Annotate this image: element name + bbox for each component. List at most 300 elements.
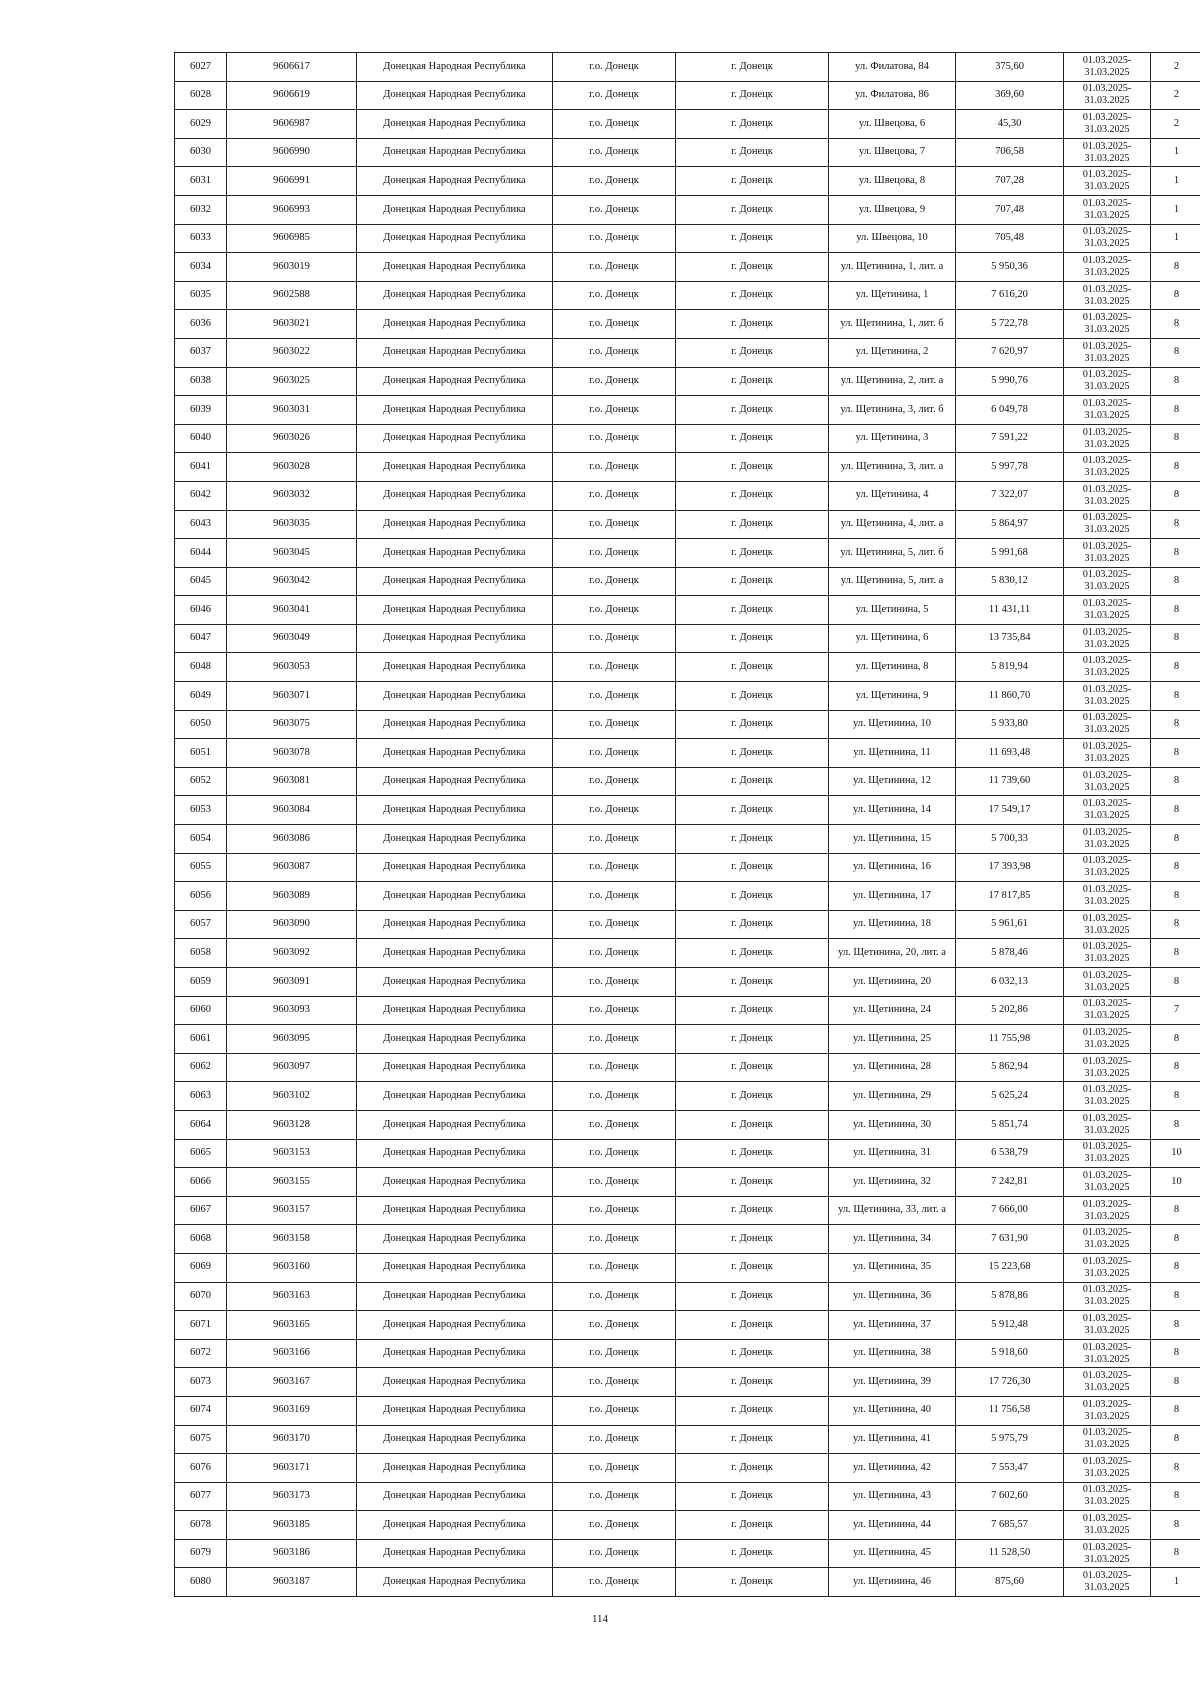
count-cell: 8: [1151, 1454, 1200, 1483]
period-start: 01.03.2025-: [1082, 140, 1132, 152]
city-cell: г. Донецк: [676, 1025, 829, 1054]
area-cell: 5 975,79: [956, 1425, 1064, 1454]
table-row: [175, 1110, 1200, 1139]
area-cell: 45,30: [956, 110, 1064, 139]
count-cell: 2: [1151, 53, 1200, 82]
region-cell: Донецкая Народная Республика: [357, 996, 553, 1025]
table-row: [175, 1539, 1200, 1568]
count-cell: 8: [1151, 1282, 1200, 1311]
region-cell: Донецкая Народная Республика: [357, 81, 553, 110]
region-cell: Донецкая Народная Республика: [357, 53, 553, 82]
region-cell: Донецкая Народная Республика: [357, 167, 553, 196]
period-end: 31.03.2025: [1084, 467, 1130, 479]
table-row: [175, 510, 1200, 539]
object-id-cell: 9606987: [227, 110, 357, 139]
period-end: 31.03.2025: [1084, 1067, 1130, 1079]
table-row: [175, 338, 1200, 367]
table-row: [175, 1511, 1200, 1540]
district-cell: г.о. Донецк: [553, 968, 676, 997]
district-cell: г.о. Донецк: [553, 682, 676, 711]
area-cell: 5 830,12: [956, 567, 1064, 596]
period-end: 31.03.2025: [1084, 1467, 1130, 1479]
area-cell: 5 878,46: [956, 939, 1064, 968]
period-cell: [1064, 1196, 1151, 1225]
area-cell: 5 991,68: [956, 539, 1064, 568]
row-number-cell: 6050: [175, 710, 227, 739]
table-row: [175, 367, 1200, 396]
address-cell: ул. Швецова, 9: [829, 195, 956, 224]
area-cell: 11 431,11: [956, 596, 1064, 625]
period-start: 01.03.2025-: [1082, 798, 1132, 810]
region-cell: Донецкая Народная Республика: [357, 1368, 553, 1397]
region-cell: Донецкая Народная Республика: [357, 596, 553, 625]
period-end: 31.03.2025: [1084, 1153, 1130, 1165]
address-cell: ул. Щетинина, 39: [829, 1368, 956, 1397]
object-id-cell: 9603102: [227, 1082, 357, 1111]
object-id-cell: 9603084: [227, 796, 357, 825]
table-row: [175, 1025, 1200, 1054]
count-cell: 8: [1151, 1482, 1200, 1511]
object-id-cell: 9606993: [227, 195, 357, 224]
object-id-cell: 9603089: [227, 882, 357, 911]
period-cell: [1064, 539, 1151, 568]
period-cell: [1064, 624, 1151, 653]
district-cell: г.о. Донецк: [553, 1253, 676, 1282]
period-start: 01.03.2025-: [1082, 283, 1132, 295]
period-end: 31.03.2025: [1084, 95, 1130, 107]
period-cell: [1064, 1168, 1151, 1197]
object-id-cell: 9603091: [227, 968, 357, 997]
area-cell: 5 819,94: [956, 653, 1064, 682]
address-cell: ул. Щетинина, 3, лит. а: [829, 453, 956, 482]
district-cell: г.о. Донецк: [553, 1539, 676, 1568]
table-row: [175, 1196, 1200, 1225]
period-start: 01.03.2025-: [1082, 769, 1132, 781]
city-cell: г. Донецк: [676, 253, 829, 282]
period-end: 31.03.2025: [1084, 896, 1130, 908]
row-number-cell: 6080: [175, 1568, 227, 1597]
period-cell: [1064, 710, 1151, 739]
period-cell: [1064, 1082, 1151, 1111]
period-cell: [1064, 939, 1151, 968]
object-id-cell: 9606985: [227, 224, 357, 253]
region-cell: Донецкая Народная Республика: [357, 1425, 553, 1454]
region-cell: Донецкая Народная Республика: [357, 1168, 553, 1197]
table-row: [175, 539, 1200, 568]
area-cell: 5 912,48: [956, 1311, 1064, 1340]
region-cell: Донецкая Народная Республика: [357, 110, 553, 139]
object-id-cell: 9603045: [227, 539, 357, 568]
object-id-cell: 9603092: [227, 939, 357, 968]
table-row: [175, 138, 1200, 167]
period-end: 31.03.2025: [1084, 867, 1130, 879]
address-cell: ул. Щетинина, 35: [829, 1253, 956, 1282]
area-cell: 11 528,50: [956, 1539, 1064, 1568]
count-cell: 8: [1151, 367, 1200, 396]
row-number-cell: 6035: [175, 281, 227, 310]
period-start: 01.03.2025-: [1082, 998, 1132, 1010]
table-row: [175, 396, 1200, 425]
period-end: 31.03.2025: [1084, 838, 1130, 850]
address-cell: ул. Щетинина, 5, лит. а: [829, 567, 956, 596]
period-end: 31.03.2025: [1084, 953, 1130, 965]
row-number-cell: 6037: [175, 338, 227, 367]
period-cell: [1064, 1339, 1151, 1368]
row-number-cell: 6039: [175, 396, 227, 425]
row-number-cell: 6051: [175, 739, 227, 768]
region-cell: Донецкая Народная Республика: [357, 1568, 553, 1597]
period-end: 31.03.2025: [1084, 1038, 1130, 1050]
area-cell: 5 918,60: [956, 1339, 1064, 1368]
period-start: 01.03.2025-: [1082, 855, 1132, 867]
address-cell: ул. Щетинина, 5, лит. б: [829, 539, 956, 568]
area-cell: 11 860,70: [956, 682, 1064, 711]
period-start: 01.03.2025-: [1082, 712, 1132, 724]
region-cell: Донецкая Народная Республика: [357, 767, 553, 796]
count-cell: 8: [1151, 968, 1200, 997]
area-cell: 5 625,24: [956, 1082, 1064, 1111]
table-row: [175, 453, 1200, 482]
period-start: 01.03.2025-: [1082, 1055, 1132, 1067]
period-end: 31.03.2025: [1084, 1496, 1130, 1508]
period-cell: [1064, 1311, 1151, 1340]
region-cell: Донецкая Народная Республика: [357, 138, 553, 167]
address-cell: ул. Щетинина, 2, лит. а: [829, 367, 956, 396]
period-end: 31.03.2025: [1084, 324, 1130, 336]
row-number-cell: 6029: [175, 110, 227, 139]
count-cell: 1: [1151, 195, 1200, 224]
period-cell: [1064, 338, 1151, 367]
city-cell: г. Донецк: [676, 682, 829, 711]
period-end: 31.03.2025: [1084, 209, 1130, 221]
table-row: [175, 1368, 1200, 1397]
area-cell: 7 666,00: [956, 1196, 1064, 1225]
period-end: 31.03.2025: [1084, 1296, 1130, 1308]
district-cell: г.о. Донецк: [553, 1110, 676, 1139]
period-end: 31.03.2025: [1084, 1582, 1130, 1594]
row-number-cell: 6075: [175, 1425, 227, 1454]
address-cell: ул. Щетинина, 12: [829, 767, 956, 796]
address-cell: ул. Щетинина, 1, лит. б: [829, 310, 956, 339]
period-cell: [1064, 853, 1151, 882]
period-end: 31.03.2025: [1084, 924, 1130, 936]
count-cell: 8: [1151, 1368, 1200, 1397]
city-cell: г. Донецк: [676, 1225, 829, 1254]
object-id-cell: 9603170: [227, 1425, 357, 1454]
address-cell: ул. Щетинина, 6: [829, 624, 956, 653]
row-number-cell: 6032: [175, 195, 227, 224]
district-cell: г.о. Донецк: [553, 1082, 676, 1111]
period-start: 01.03.2025-: [1082, 941, 1132, 953]
area-cell: 5 961,61: [956, 910, 1064, 939]
period-cell: [1064, 510, 1151, 539]
period-start: 01.03.2025-: [1082, 54, 1132, 66]
period-start: 01.03.2025-: [1082, 426, 1132, 438]
count-cell: 1: [1151, 224, 1200, 253]
period-cell: [1064, 1282, 1151, 1311]
object-id-cell: 9603090: [227, 910, 357, 939]
count-cell: 8: [1151, 1539, 1200, 1568]
address-cell: ул. Щетинина, 42: [829, 1454, 956, 1483]
table-row: [175, 796, 1200, 825]
count-cell: 8: [1151, 1025, 1200, 1054]
period-cell: [1064, 310, 1151, 339]
period-start: 01.03.2025-: [1082, 540, 1132, 552]
region-cell: Донецкая Народная Республика: [357, 253, 553, 282]
table-row: [175, 1568, 1200, 1597]
period-start: 01.03.2025-: [1082, 1570, 1132, 1582]
period-start: 01.03.2025-: [1082, 340, 1132, 352]
period-start: 01.03.2025-: [1082, 512, 1132, 524]
address-cell: ул. Щетинина, 36: [829, 1282, 956, 1311]
object-id-cell: 9603157: [227, 1196, 357, 1225]
address-cell: ул. Щетинина, 38: [829, 1339, 956, 1368]
table-row: [175, 81, 1200, 110]
period-cell: [1064, 653, 1151, 682]
period-end: 31.03.2025: [1084, 181, 1130, 193]
district-cell: г.о. Донецк: [553, 1339, 676, 1368]
count-cell: 8: [1151, 939, 1200, 968]
period-start: 01.03.2025-: [1082, 226, 1132, 238]
address-cell: ул. Щетинина, 11: [829, 739, 956, 768]
count-cell: 8: [1151, 539, 1200, 568]
area-cell: 13 735,84: [956, 624, 1064, 653]
area-cell: 11 755,98: [956, 1025, 1064, 1054]
area-cell: 6 049,78: [956, 396, 1064, 425]
table-row: [175, 968, 1200, 997]
period-end: 31.03.2025: [1084, 667, 1130, 679]
period-cell: [1064, 739, 1151, 768]
area-cell: 6 032,13: [956, 968, 1064, 997]
district-cell: г.о. Донецк: [553, 939, 676, 968]
region-cell: Донецкая Народная Республика: [357, 481, 553, 510]
district-cell: г.о. Донецк: [553, 110, 676, 139]
table-row: [175, 1311, 1200, 1340]
district-cell: г.о. Донецк: [553, 710, 676, 739]
row-number-cell: 6046: [175, 596, 227, 625]
period-end: 31.03.2025: [1084, 1124, 1130, 1136]
row-number-cell: 6061: [175, 1025, 227, 1054]
region-cell: Донецкая Народная Республика: [357, 195, 553, 224]
region-cell: Донецкая Народная Республика: [357, 367, 553, 396]
count-cell: 10: [1151, 1168, 1200, 1197]
object-id-cell: 9603128: [227, 1110, 357, 1139]
address-cell: ул. Щетинина, 43: [829, 1482, 956, 1511]
area-cell: 5 851,74: [956, 1110, 1064, 1139]
address-cell: ул. Щетинина, 18: [829, 910, 956, 939]
table-row: [175, 481, 1200, 510]
region-cell: Донецкая Народная Республика: [357, 1139, 553, 1168]
city-cell: г. Донецк: [676, 1482, 829, 1511]
count-cell: 8: [1151, 1110, 1200, 1139]
address-cell: ул. Щетинина, 32: [829, 1168, 956, 1197]
object-id-cell: 9603035: [227, 510, 357, 539]
count-cell: 8: [1151, 1253, 1200, 1282]
area-cell: 7 602,60: [956, 1482, 1064, 1511]
object-id-cell: 9603049: [227, 624, 357, 653]
period-start: 01.03.2025-: [1082, 569, 1132, 581]
table-row: [175, 195, 1200, 224]
address-cell: ул. Щетинина, 5: [829, 596, 956, 625]
district-cell: г.о. Донецк: [553, 1311, 676, 1340]
object-id-cell: 9603086: [227, 825, 357, 854]
table-row: [175, 1482, 1200, 1511]
city-cell: г. Донецк: [676, 1396, 829, 1425]
city-cell: г. Донецк: [676, 338, 829, 367]
table-row: [175, 596, 1200, 625]
period-cell: [1064, 596, 1151, 625]
row-number-cell: 6077: [175, 1482, 227, 1511]
count-cell: 8: [1151, 1053, 1200, 1082]
period-cell: [1064, 253, 1151, 282]
row-number-cell: 6038: [175, 367, 227, 396]
period-end: 31.03.2025: [1084, 1439, 1130, 1451]
area-cell: 5 950,36: [956, 253, 1064, 282]
area-cell: 707,28: [956, 167, 1064, 196]
row-number-cell: 6074: [175, 1396, 227, 1425]
page-number: 114: [591, 1613, 609, 1625]
address-cell: ул. Щетинина, 15: [829, 825, 956, 854]
area-cell: 5 202,86: [956, 996, 1064, 1025]
period-end: 31.03.2025: [1084, 1410, 1130, 1422]
region-cell: Донецкая Народная Республика: [357, 1053, 553, 1082]
table-row: [175, 1168, 1200, 1197]
row-number-cell: 6059: [175, 968, 227, 997]
table-row: [175, 310, 1200, 339]
count-cell: 8: [1151, 796, 1200, 825]
area-cell: 11 756,58: [956, 1396, 1064, 1425]
city-cell: г. Донецк: [676, 510, 829, 539]
address-cell: ул. Щетинина, 29: [829, 1082, 956, 1111]
district-cell: г.о. Донецк: [553, 882, 676, 911]
address-cell: ул. Щетинина, 4: [829, 481, 956, 510]
row-number-cell: 6071: [175, 1311, 227, 1340]
district-cell: г.о. Донецк: [553, 1282, 676, 1311]
address-cell: ул. Швецова, 8: [829, 167, 956, 196]
period-end: 31.03.2025: [1084, 1525, 1130, 1537]
region-cell: Донецкая Народная Республика: [357, 968, 553, 997]
period-end: 31.03.2025: [1084, 295, 1130, 307]
period-end: 31.03.2025: [1084, 1553, 1130, 1565]
district-cell: г.о. Донецк: [553, 424, 676, 453]
period-start: 01.03.2025-: [1082, 455, 1132, 467]
area-cell: 5 864,97: [956, 510, 1064, 539]
city-cell: г. Донецк: [676, 367, 829, 396]
table-row: [175, 424, 1200, 453]
period-start: 01.03.2025-: [1082, 1198, 1132, 1210]
area-cell: 7 616,20: [956, 281, 1064, 310]
district-cell: г.о. Донецк: [553, 853, 676, 882]
object-id-cell: 9603155: [227, 1168, 357, 1197]
period-start: 01.03.2025-: [1082, 884, 1132, 896]
address-cell: ул. Щетинина, 2: [829, 338, 956, 367]
table-row: [175, 1253, 1200, 1282]
table-row: [175, 939, 1200, 968]
city-cell: г. Донецк: [676, 767, 829, 796]
object-id-cell: 9603028: [227, 453, 357, 482]
row-number-cell: 6065: [175, 1139, 227, 1168]
object-id-cell: 9603025: [227, 367, 357, 396]
area-cell: 7 591,22: [956, 424, 1064, 453]
period-end: 31.03.2025: [1084, 381, 1130, 393]
area-cell: 5 700,33: [956, 825, 1064, 854]
district-cell: г.о. Донецк: [553, 138, 676, 167]
period-start: 01.03.2025-: [1082, 598, 1132, 610]
count-cell: 8: [1151, 624, 1200, 653]
row-number-cell: 6042: [175, 481, 227, 510]
row-number-cell: 6030: [175, 138, 227, 167]
city-cell: г. Донецк: [676, 53, 829, 82]
address-cell: ул. Швецова, 10: [829, 224, 956, 253]
period-cell: [1064, 1454, 1151, 1483]
region-cell: Донецкая Народная Республика: [357, 510, 553, 539]
district-cell: г.о. Донецк: [553, 910, 676, 939]
period-end: 31.03.2025: [1084, 352, 1130, 364]
district-cell: г.о. Донецк: [553, 1053, 676, 1082]
region-cell: Донецкая Народная Республика: [357, 224, 553, 253]
object-id-cell: 9606991: [227, 167, 357, 196]
region-cell: Донецкая Народная Республика: [357, 910, 553, 939]
period-end: 31.03.2025: [1084, 1010, 1130, 1022]
period-cell: [1064, 110, 1151, 139]
district-cell: г.о. Донецк: [553, 1425, 676, 1454]
address-cell: ул. Щетинина, 3: [829, 424, 956, 453]
object-id-cell: 9603075: [227, 710, 357, 739]
object-id-cell: 9603078: [227, 739, 357, 768]
city-cell: г. Донецк: [676, 1511, 829, 1540]
period-start: 01.03.2025-: [1082, 826, 1132, 838]
region-cell: Донецкая Народная Республика: [357, 281, 553, 310]
row-number-cell: 6034: [175, 253, 227, 282]
table-row: [175, 882, 1200, 911]
period-start: 01.03.2025-: [1082, 1513, 1132, 1525]
region-cell: Донецкая Народная Республика: [357, 1025, 553, 1054]
district-cell: г.о. Донецк: [553, 1454, 676, 1483]
district-cell: г.о. Донецк: [553, 539, 676, 568]
object-id-cell: 9603169: [227, 1396, 357, 1425]
period-cell: [1064, 1139, 1151, 1168]
district-cell: г.о. Донецк: [553, 739, 676, 768]
count-cell: 8: [1151, 853, 1200, 882]
district-cell: г.о. Донецк: [553, 253, 676, 282]
region-cell: Донецкая Народная Республика: [357, 1539, 553, 1568]
object-id-cell: 9603095: [227, 1025, 357, 1054]
count-cell: 8: [1151, 310, 1200, 339]
object-id-cell: 9603166: [227, 1339, 357, 1368]
region-cell: Донецкая Народная Республика: [357, 539, 553, 568]
period-cell: [1064, 1053, 1151, 1082]
count-cell: 2: [1151, 81, 1200, 110]
count-cell: 8: [1151, 510, 1200, 539]
count-cell: 8: [1151, 1196, 1200, 1225]
region-cell: Донецкая Народная Республика: [357, 1311, 553, 1340]
period-end: 31.03.2025: [1084, 753, 1130, 765]
row-number-cell: 6064: [175, 1110, 227, 1139]
count-cell: 8: [1151, 882, 1200, 911]
period-start: 01.03.2025-: [1082, 1541, 1132, 1553]
city-cell: г. Донецк: [676, 853, 829, 882]
row-number-cell: 6028: [175, 81, 227, 110]
period-cell: [1064, 281, 1151, 310]
address-cell: ул. Швецова, 6: [829, 110, 956, 139]
city-cell: г. Донецк: [676, 1282, 829, 1311]
object-id-cell: 9603041: [227, 596, 357, 625]
address-cell: ул. Щетинина, 10: [829, 710, 956, 739]
period-start: 01.03.2025-: [1082, 912, 1132, 924]
address-cell: ул. Филатова, 84: [829, 53, 956, 82]
table-row: [175, 167, 1200, 196]
city-cell: г. Донецк: [676, 596, 829, 625]
